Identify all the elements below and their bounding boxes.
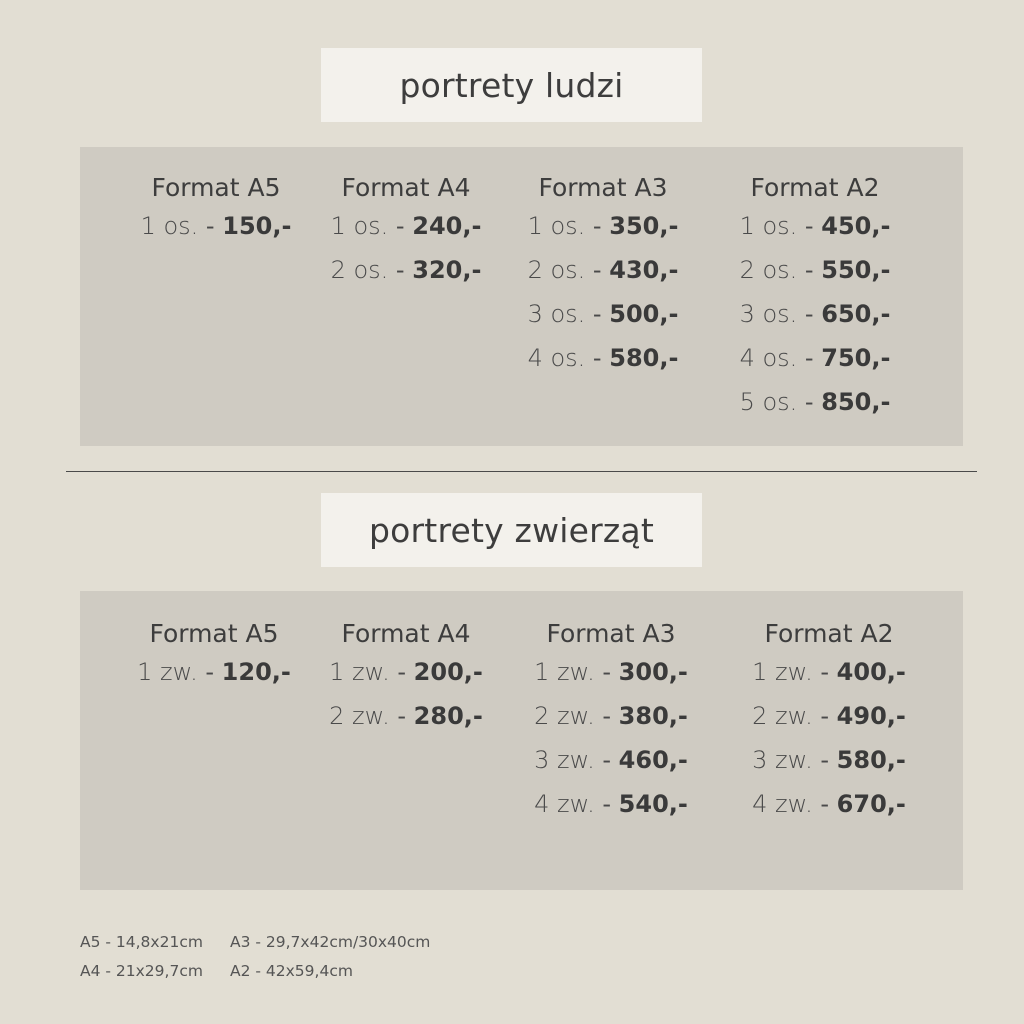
separator: - [397,658,407,686]
quantity-label: 3 os. [527,300,586,328]
price-line [752,694,906,738]
quantity-label: 5 os. [739,388,798,416]
price-line [141,204,292,248]
price-line [752,782,906,826]
price-value: 280,- [413,702,483,730]
format-dimensions-notes [80,928,430,986]
footnote-row [80,957,430,986]
price-line [331,204,482,248]
quantity-label: 1 zw. [137,658,198,686]
separator: - [804,212,814,240]
separator: - [820,702,830,730]
separator: - [592,212,602,240]
column-format-a2 [740,174,891,424]
price-value: 400,- [836,658,906,686]
price-value: 200,- [413,658,483,686]
quantity-label: 4 os. [527,344,586,372]
separator: - [804,300,814,328]
separator: - [820,746,830,774]
format-title: Format A2 [750,173,880,202]
separator: - [804,344,814,372]
footnote-a4: A4 - 21x29,7cm [80,962,203,980]
price-value: 540,- [618,790,688,818]
price-value: 380,- [618,702,688,730]
quantity-label: 2 zw. [329,702,390,730]
separator: - [602,790,612,818]
format-title: Format A3 [538,173,668,202]
price-value: 350,- [609,212,679,240]
separator: - [592,256,602,284]
price-line [740,248,891,292]
separator: - [602,746,612,774]
separator: - [395,212,405,240]
separator: - [397,702,407,730]
quantity-label: 1 zw. [329,658,390,686]
price-value: 120,- [221,658,291,686]
price-value: 850,- [821,388,891,416]
quantity-label: 4 os. [739,344,798,372]
price-line [740,292,891,336]
price-value: 500,- [609,300,679,328]
separator: - [820,658,830,686]
format-title: Format A5 [151,173,281,202]
footnote-row [80,928,430,957]
separator: - [592,344,602,372]
price-line [534,738,688,782]
price-value: 300,- [618,658,688,686]
price-line [329,650,483,694]
price-value: 430,- [609,256,679,284]
format-title: Format A3 [546,619,676,648]
price-line [534,694,688,738]
price-line [534,650,688,694]
quantity-label: 1 zw. [534,658,595,686]
separator: - [602,702,612,730]
price-value: 150,- [222,212,292,240]
price-line [331,248,482,292]
footnote-a2: A2 - 42x59,4cm [230,962,353,980]
price-value: 750,- [821,344,891,372]
price-line [740,380,891,424]
price-line [534,782,688,826]
price-line [740,336,891,380]
quantity-label: 3 zw. [752,746,813,774]
format-title: Format A4 [341,619,471,648]
column-format-a4 [331,174,482,292]
section-title-animals: portrety zwierząt [321,493,702,567]
footnote-a5: A5 - 14,8x21cm [80,933,203,951]
column-format-a3 [528,174,679,380]
quantity-label: 1 os. [330,212,389,240]
price-value: 650,- [821,300,891,328]
price-value: 580,- [836,746,906,774]
price-line [740,204,891,248]
column-format-a2 [752,620,906,826]
separator: - [205,658,215,686]
separator: - [804,256,814,284]
quantity-label: 2 zw. [752,702,813,730]
column-format-a3 [534,620,688,826]
quantity-label: 3 zw. [534,746,595,774]
price-panel-animals [80,591,963,890]
quantity-label: 1 os. [527,212,586,240]
price-value: 490,- [836,702,906,730]
price-line [329,694,483,738]
price-value: 450,- [821,212,891,240]
separator: - [804,388,814,416]
column-format-a4 [329,620,483,738]
price-line [137,650,291,694]
price-value: 240,- [412,212,482,240]
price-panel-people [80,147,963,446]
quantity-label: 1 os. [739,212,798,240]
separator: - [205,212,215,240]
quantity-label: 2 os. [330,256,389,284]
quantity-label: 2 zw. [534,702,595,730]
quantity-label: 2 os. [739,256,798,284]
price-line [752,738,906,782]
quantity-label: 2 os. [527,256,586,284]
price-line [752,650,906,694]
quantity-label: 4 zw. [534,790,595,818]
price-value: 320,- [412,256,482,284]
price-line [528,336,679,380]
separator: - [820,790,830,818]
column-format-a5 [141,174,292,248]
section-divider [66,471,977,472]
price-value: 580,- [609,344,679,372]
price-line [528,204,679,248]
separator: - [602,658,612,686]
quantity-label: 1 os. [140,212,199,240]
quantity-label: 1 zw. [752,658,813,686]
price-value: 550,- [821,256,891,284]
price-value: 460,- [618,746,688,774]
quantity-label: 4 zw. [752,790,813,818]
section-title-people: portrety ludzi [321,48,702,122]
format-title: Format A5 [149,619,279,648]
column-format-a5 [137,620,291,694]
price-value: 670,- [836,790,906,818]
format-title: Format A4 [341,173,471,202]
separator: - [592,300,602,328]
quantity-label: 3 os. [739,300,798,328]
price-line [528,292,679,336]
separator: - [395,256,405,284]
format-title: Format A2 [764,619,894,648]
footnote-a3: A3 - 29,7x42cm/30x40cm [230,933,431,951]
price-line [528,248,679,292]
